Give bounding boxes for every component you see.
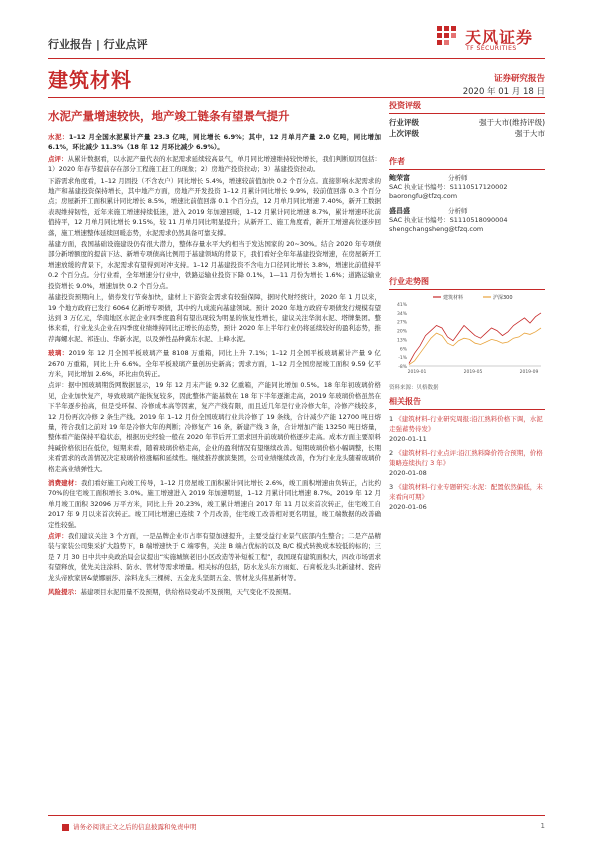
related-title[interactable]: 《建筑材料-行业专题研究:水泥：配置依然偏低，未来看向可期》 <box>389 483 543 501</box>
section-label: 点评： <box>48 532 68 541</box>
analyst-email[interactable]: baorongfu@tfzq.com <box>389 192 458 200</box>
paragraph-text: 2019 年 12 月全国平板玻璃产量 8108 万重箱，同比上升 7.1%；1–12 月全国平板玻璃累计产量 9 亿 2670 万重箱，同比上升 6.6%。全年平板玻璃产量创历史新高；需求方面，1–12 月全国房屋竣工面积 9.59 亿平方米，同比增加 2.6%，环比由负转正。 <box>48 349 381 378</box>
chart-heading: 行业走势图 <box>389 277 429 286</box>
analyst-name: 鲍荣富 <box>389 174 410 182</box>
rating-value: 强于大市 <box>515 129 545 138</box>
analyst-cert: SAC 执业证书编号：S1110517120002 <box>389 183 508 191</box>
brand-name: 天风证券 <box>465 28 534 47</box>
brand-name-en: TF SECURITIES <box>466 45 517 52</box>
report-type: 证券研究报告 <box>493 74 545 84</box>
related-item[interactable] <box>389 482 545 512</box>
section-label: 玻璃： <box>48 349 69 358</box>
analyst-name: 盛昌盛 <box>389 207 410 215</box>
rating-row <box>389 128 545 139</box>
paragraph-text: 1–12 月全国水泥累计产量 23.3 亿吨，同比增长 6.9%；其中，12 月单月产量 2.0 亿吨，同比增加 6.1%，环比减少 11.3%（18 年 12 月环比减少 6.9%）。 <box>48 133 381 152</box>
related-item[interactable] <box>389 448 545 478</box>
y-tick-label: 20% <box>396 329 407 335</box>
rating-row <box>389 117 545 128</box>
report-headline: 水泥产量增速较快，地产竣工链条有望景气提升 <box>48 109 290 123</box>
header-rule <box>48 58 545 59</box>
x-tick-label: 2019-09 <box>519 370 539 375</box>
y-tick-label: -1% <box>398 356 407 362</box>
section-label: 风险提示： <box>48 588 81 597</box>
series-line <box>409 328 541 365</box>
page-number: 1 <box>540 822 545 830</box>
paragraph-consumer-comment <box>48 531 381 583</box>
rating-key: 上次评级 <box>389 129 419 138</box>
industry-trend-chart <box>389 292 545 378</box>
report-date: 2020 年 01 月 18 日 <box>462 87 545 97</box>
legend-label: 建筑材料 <box>443 295 464 301</box>
brand-logo-icon <box>435 24 459 48</box>
y-tick-label: 27% <box>396 320 407 326</box>
footer-rule <box>48 815 545 816</box>
section-label: 消费建材： <box>48 479 81 487</box>
legend-label: 沪深300 <box>493 295 513 301</box>
section-label: 水泥： <box>48 133 69 141</box>
analyst-role: 分析师 <box>448 174 468 182</box>
related-index: 1 <box>389 415 394 423</box>
analyst-email[interactable]: shengchangsheng@tfzq.com <box>389 225 484 233</box>
related-item[interactable] <box>389 414 545 444</box>
paragraph-text: 我们看好施工向竣工传导，1–12 月房屋竣工面积累计同比增长 2.6%，竣工面积增速由负转正，占比约 70%的住宅竣工面积增长 3.0%。施工增速进入 2019 年加速明显，1–12 月累计同比增速 8.7%。2019 年 12 月单月竣工面积 32096 万平方米，同比上升 20.23%，竣工累计增速自 2017 年 11 月以来首次转正，住宅竣工自 2017 年 9 月以来首次转正。竣工同比增速已连续 7 个月改善，住宅竣工改善相对更名明显，竣工端数据的改善确定性较强。 <box>48 479 381 529</box>
author-panel <box>389 156 545 234</box>
rating-key: 行业评级 <box>389 118 419 127</box>
paragraph-cement <box>48 132 381 153</box>
related-date: 2020-01-11 <box>389 435 427 443</box>
y-tick-label: 34% <box>396 311 407 317</box>
analyst-cert: SAC 执业证书编号：S1110518090004 <box>389 216 508 224</box>
related-date: 2020-01-06 <box>389 503 427 511</box>
related-panel <box>389 396 545 512</box>
series-line <box>409 313 541 364</box>
analyst-card <box>389 207 545 234</box>
report-body <box>48 132 381 598</box>
divider <box>389 169 545 170</box>
brand-logo <box>435 24 545 58</box>
disclaimer-text: 请务必阅读正文之后的信息披露和免责申明 <box>73 823 197 831</box>
divider <box>389 113 545 114</box>
y-tick-label: 13% <box>396 338 407 344</box>
report-category: 行业报告 | 行业点评 <box>48 38 148 51</box>
paragraph-risk <box>48 587 381 597</box>
y-tick-label: -8% <box>398 365 407 370</box>
rating-panel <box>389 100 545 139</box>
rating-heading: 投资评级 <box>389 101 421 110</box>
section-label: 点评： <box>48 154 68 163</box>
related-date: 2020-01-08 <box>389 469 427 477</box>
footer-disclaimer[interactable] <box>62 822 197 831</box>
related-index: 2 <box>389 449 394 457</box>
analyst-role: 分析师 <box>448 207 468 215</box>
y-tick-label: 41% <box>396 303 407 308</box>
related-title[interactable]: 《建筑材料-行业点评:沿江熟料降价符合预期，价格策略连续执行 3 年》 <box>389 449 543 467</box>
title-rule <box>48 97 545 98</box>
paragraph-glass-comment: 点评：据中国玻璃期货网数据显示，19 年 12 月末产能 9.32 亿重箱，产能同比增加 0.5%。18 年年初玻璃价格见，企业加快复产，导致玻璃产能恢复较多，因此整体产能基数在 18 年下半年逐渐走高，2019 年玻璃价格虽然在下半年逐步抬高，但是受环保、冷修成本高等因素，复产产线有限，而且近几年是行业冷修大年，冷修产线较多，12 月份再次冷修 2 条生产线。2019 年 1–12 月份全国玻璃行业共冷修了 19 条线，合计减少产能 12700 吨日熔量，符合我们之前对 19 年是冷修大年的判断；冷修复产 16 条，新建产线 3 条，合计增加产能 13250 吨日熔量，整体看产能保持平稳状态，根据历史经验一般在 2020 年节后开工需求回升前玻璃价格逐步走高。成本方面主要原料纯碱价格依旧在低位，短期来看，随着玻璃价格走高，企业的盈利情况有望继续改善。短期玻璃价格小幅调整，长期来看需求的改善情况决定玻璃价格涨幅和延续性。继续推荐旗滨集团，公司业绩继续改善，作为行业龙头随着玻璃价格走高业绩弹性大。 <box>48 381 381 473</box>
analyst-card <box>389 174 545 201</box>
divider <box>389 289 545 290</box>
paragraph-infrastructure: 基建方面，我国基础设施建设仍有很大潜力，整体存量水平大约相当于发达国家的 20~30%。结合 2020 年专项债部分新增额度的提前下达、新增专项债高比例用于基建领域的背景下，我们看好全年年基建投资增速，在房屋新开工增速放缓的背景下，水泥需求有望得到对冲支持。1–12 月基建投资不含电力口径同比增长 3.8%，增速比前值持平 0.2 个百分点。分行业看，全年增速分行业中，铁路运输业投资下降 0.1%，1—11 月份为增长 1.6%；道路运输业投资增长 9.0%，增速加快 0.2 个百分点。 <box>48 240 381 290</box>
y-tick-label: 6% <box>399 347 407 353</box>
paragraph-demand: 下游需求角度看，1–12 月固投（不含农户）同比增长 5.4%，增速较前值加快 0.2 个百分点。直接影响水泥需求的地产和基建投资保持增长，其中地产方面，房地产开发投资 1–12 月累计同比增长 9.9%，较前值回落 0.3 个百分点；房屋新开工面积累计同比增长 8.5%，增速比前值回落 0.1 个百分点，12 月单月同比增速 7.40%，新开工数据表现维持韧性，近年来施工增速持续低迷，进入 2019 年加速回暖，1–12 月累计同比增速 8.7%，累计增速环比前值持平，12 月单月同比增长 9.15%，较 11 月单月同比明显提升；从新开工、施工角度看，新开工增速高位逐步回落，施工增速整体延续回暖态势，水泥需求仍然具备可靠支撑。 <box>48 176 381 237</box>
chart-source: 资料来源：贝格数据 <box>389 385 439 391</box>
page-title: 建筑材料 <box>48 68 132 92</box>
related-index: 3 <box>389 483 394 491</box>
paragraph-text: 从累计数据看，以水泥产量代表的水泥需求延续较高景气，单月同比增速维持较快增长，我们判断原因包括：1）2020 年春节提前存在部分工程施工赶工的现象；2）房地产投资拉动；3）基建投资拉动。 <box>48 154 382 174</box>
chart-panel <box>389 276 545 290</box>
paragraph-glass <box>48 348 381 379</box>
paragraph-comment <box>48 154 381 175</box>
info-icon <box>62 824 69 831</box>
x-tick-label: 2019-05 <box>463 370 483 375</box>
paragraph-bonds: 基建投资预期向上，债券发行节奏加快，建材上下游资金需求有较强保障，据时代财经统计，2020 年 1 月以来，19 个地方政府已发行 6064 亿新增专项债，其中约九成流向基建领域。预计 2020 年地方政府专项债发行规模有望达到 3 万亿元，华南地区水泥企业四季度盈利有望出现较为明显的恢复性增长，建议关注华润水泥、塔牌集团。整体来看，行业龙头企业在四季度业绩维持同比正增长的态势，预计 2020 年上半年行业仍将延续较好的盈利态势，推荐海螺水泥、祁连山、华新水泥，以及弹性品种冀东水泥、上峰水泥。 <box>48 293 381 343</box>
x-tick-label: 2019-01 <box>407 370 427 375</box>
rating-value: 强于大市(维持评级) <box>479 118 545 127</box>
paragraph-consumer-materials <box>48 478 381 530</box>
chart-svg <box>389 292 545 378</box>
paragraph-text: 我们建议关注 3 个方面，一是品牌企业市占率有望加速提升，主要受益行业景气底部内生整合；二是产品精装与家装公司集采扩大趋势下，B 端增速快于 C 端零售，关注 B 端占优标的以及 B/C 模式转换成本较低的标的；三是 7 月 30 日中共中央政治局会议提出“实施城镇老旧小区改造等补短板工程”，我国现有建筑面积大，四改市场需求有望释放，优先关注涂料、防水、管材等需求增量。相关标的包括，防水龙头东方雨虹、石膏板龙头北新建材、瓷砖龙头帝欧家居&蒙娜丽莎、涂料龙头三棵树、五金龙头坚朗五金、管材龙头伟星新材等。 <box>48 532 381 582</box>
divider <box>389 409 545 410</box>
related-heading: 相关报告 <box>389 397 421 406</box>
author-heading: 作者 <box>389 157 405 166</box>
paragraph-text: 基建项目水泥用量不及预期，供给格局变动不及预期，天气变化不及预期。 <box>80 588 295 597</box>
related-title[interactable]: 《建筑材料-行业研究周报:沿江熟料价格下调，水泥走强蓄势待发》 <box>389 415 543 433</box>
